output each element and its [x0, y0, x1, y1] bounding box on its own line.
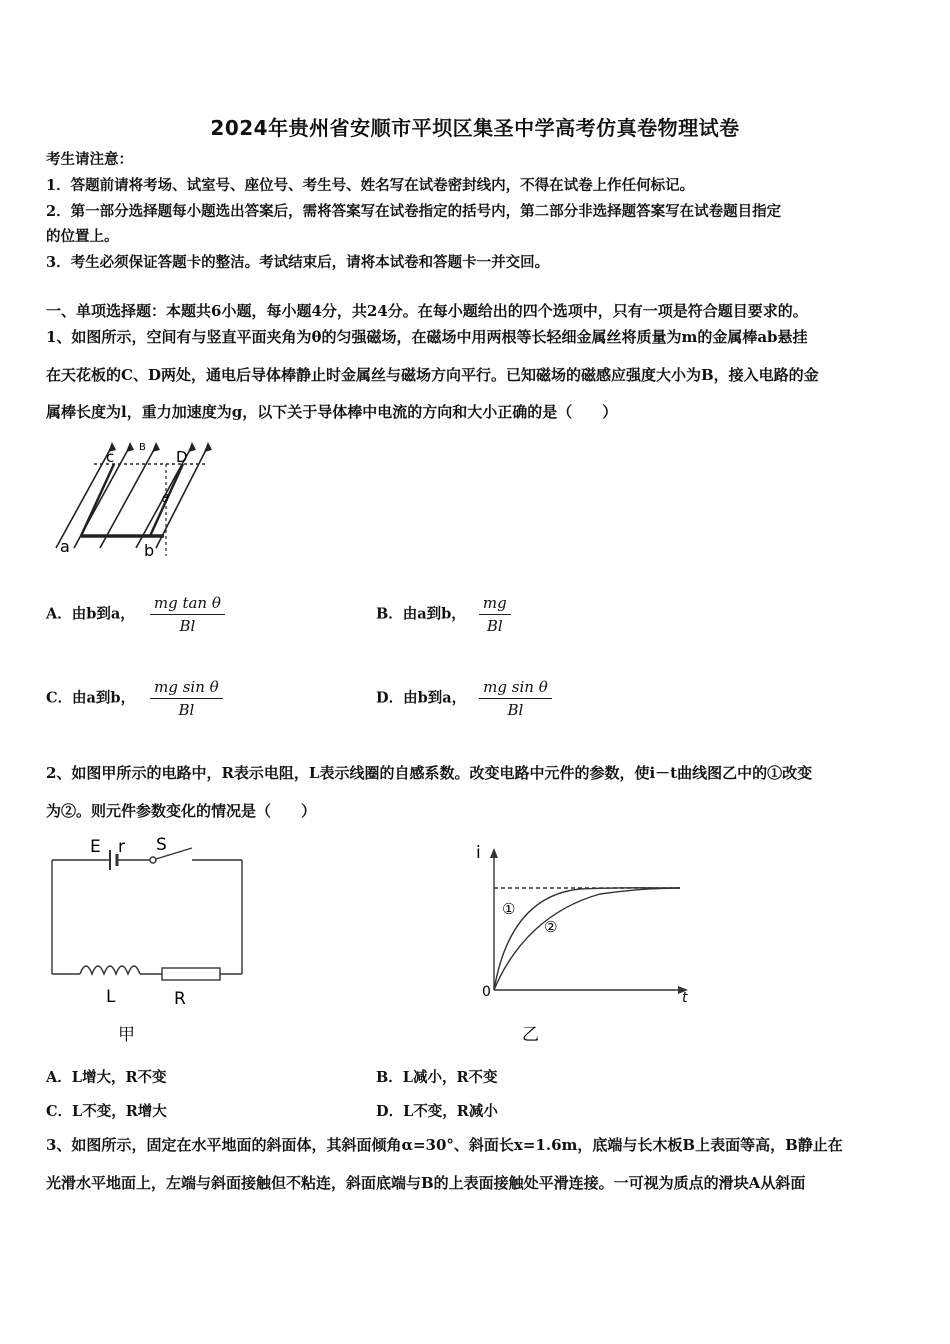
q1-line-2: 在天花板的C、D两处，通电后导体棒静止时金属丝与磁场方向平行。已知磁场的磁感应强度大小为B，接入电路的金 — [46, 366, 819, 384]
q1-option-a-label: A．由b到a， — [46, 605, 135, 623]
q1-option-b — [376, 594, 511, 635]
circuit-label-L: L — [106, 987, 116, 1007]
q1-option-b-label: B．由a到b， — [376, 605, 466, 623]
q1-option-d-fraction — [479, 678, 552, 719]
fig1-label-B: B — [139, 442, 146, 453]
q1-option-c-den: Bl — [178, 701, 195, 719]
fig1-label-a: a — [60, 537, 70, 556]
q1-option-a-fraction — [150, 594, 225, 635]
q1-option-d-label: D．由b到a， — [376, 689, 467, 707]
q1-option-d-den: Bl — [507, 701, 524, 719]
q2-line-2: 为②。则元件参数变化的情况是（ ） — [46, 802, 317, 820]
q3-line-2: 光滑水平地面上，左端与斜面接触但不粘连，斜面底端与B的上表面接触处平滑连接。一可视为质点的滑块A从斜面 — [46, 1174, 806, 1192]
fig1-label-theta: θ — [162, 492, 169, 505]
graph-label-t: t — [682, 990, 688, 1006]
q1-option-c-num: mg sin θ — [150, 678, 223, 699]
q1-figure — [46, 438, 216, 563]
q2-graph-figure — [470, 836, 700, 1048]
circuit-label-r: r — [118, 837, 125, 857]
fig1-label-c: c — [106, 448, 115, 466]
circuit-caption: 甲 — [118, 1025, 135, 1045]
q2-option-d: D．L不变，R减小 — [376, 1103, 498, 1120]
notice-item-2-cont: 的位置上。 — [46, 228, 119, 245]
notice-item-3: 3．考生必须保证答题卡的整洁。考试结束后，请将本试卷和答题卡一并交回。 — [46, 254, 550, 271]
q1-option-c-fraction — [150, 678, 223, 719]
page-title: 2024年贵州省安顺市平坝区集圣中学高考仿真卷物理试卷 — [210, 116, 740, 140]
q1-line-1: 1、如图所示，空间有与竖直平面夹角为θ的匀强磁场，在磁场中用两根等长轻细金属丝将质量为m的金属棒ab悬挂 — [46, 328, 808, 346]
q1-option-a-num: mg tan θ — [150, 594, 225, 615]
fig1-label-b: b — [144, 541, 155, 560]
notice-item-1: 1．答题前请将考场、试室号、座位号、考生号、姓名写在试卷密封线内，不得在试卷上作任何标记。 — [46, 177, 695, 194]
q1-option-d-num: mg sin θ — [479, 678, 552, 699]
graph-label-origin: 0 — [482, 984, 491, 1000]
graph-caption: 乙 — [522, 1025, 539, 1045]
q1-line-3: 属棒长度为l，重力加速度为g，以下关于导体棒中电流的方向和大小正确的是（ ） — [46, 403, 618, 421]
q2-circuit-figure — [46, 828, 251, 1050]
circuit-label-R: R — [174, 989, 186, 1009]
q3-line-1: 3、如图所示，固定在水平地面的斜面体，其斜面倾角α=30°、斜面长x=1.6m，底端与长木板B上表面等高，B静止在 — [46, 1136, 843, 1154]
q1-option-b-den: Bl — [486, 617, 503, 635]
graph-label-i: i — [476, 843, 481, 863]
q1-option-d — [376, 678, 552, 719]
q1-option-c-label: C．由a到b， — [46, 689, 136, 707]
circuit-label-S: S — [156, 835, 167, 855]
circuit-label-E: E — [90, 837, 101, 857]
q2-option-c: C．L不变，R增大 — [46, 1103, 167, 1120]
q2-option-b: B．L减小，R不变 — [376, 1069, 498, 1086]
q1-option-b-num: mg — [479, 594, 511, 615]
notice-item-2: 2．第一部分选择题每小题选出答案后，需将答案写在试卷指定的括号内，第二部分非选择题答案写在试卷题目指定 — [46, 203, 782, 220]
q2-option-a: A．L增大，R不变 — [46, 1069, 167, 1086]
graph-curve-2-label: ② — [544, 918, 558, 936]
graph-curve-1-label: ① — [502, 900, 516, 918]
q1-option-b-fraction — [479, 594, 511, 635]
section-heading: 一、单项选择题：本题共6小题，每小题4分，共24分。在每小题给出的四个选项中，只有一项是符合题目要求的。 — [46, 302, 808, 320]
q2-line-1: 2、如图甲所示的电路中，R表示电阻，L表示线圈的自感系数。改变电路中元件的参数，使i－t曲线图乙中的①改变 — [46, 764, 813, 782]
q1-option-c — [46, 678, 223, 719]
notice-heading: 考生请注意： — [46, 151, 133, 168]
fig1-label-D: D — [176, 448, 188, 466]
q1-option-a-den: Bl — [179, 617, 196, 635]
q1-option-a — [46, 594, 225, 635]
